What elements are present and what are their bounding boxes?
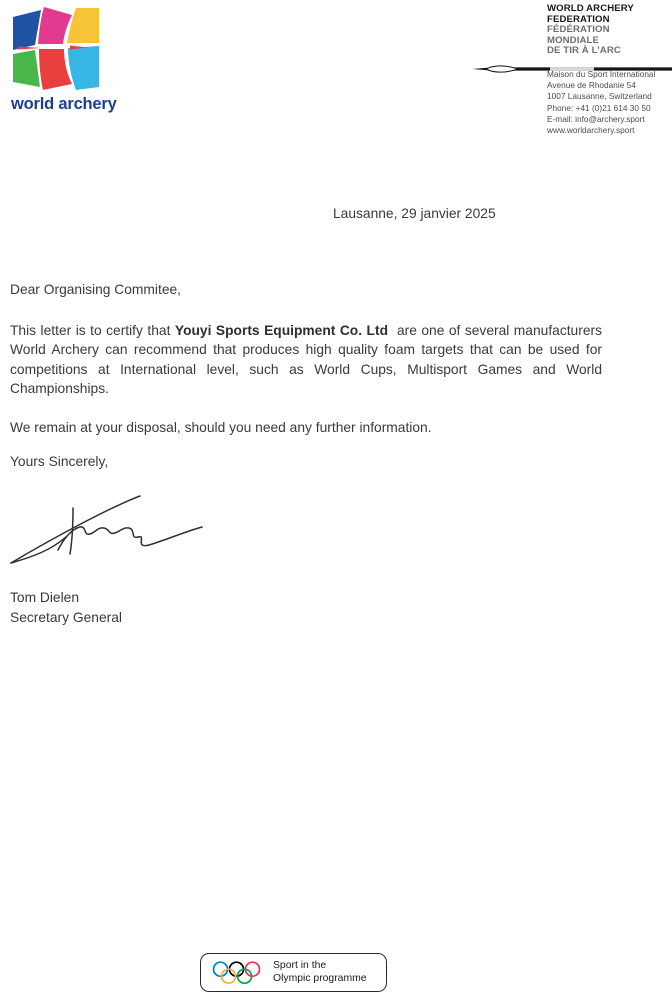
signature-icon — [6, 486, 208, 568]
badge-text-line: Sport in the — [273, 959, 327, 971]
org-name-line: MONDIALE — [547, 34, 599, 46]
signer-block — [10, 588, 122, 627]
org-name-line: DE TIR À L’ARC — [547, 45, 621, 57]
address-line: 1007 Lausanne, Switzerland — [547, 91, 652, 102]
signer-title: Secretary General — [10, 609, 122, 625]
world-archery-logo — [11, 6, 132, 113]
signature-image — [6, 486, 208, 568]
valediction: Yours Sincerely, — [10, 454, 109, 469]
body-paragraph — [10, 321, 602, 398]
org-name-en — [547, 4, 634, 25]
world-archery-logo-icon — [12, 6, 100, 91]
salutation: Dear Organising Commitee, — [10, 282, 181, 297]
org-name-line: FEDERATION — [547, 13, 610, 25]
org-name-block — [547, 4, 634, 57]
org-name-line: WORLD ARCHERY — [547, 3, 634, 14]
address-line: www.worldarchery.sport — [547, 125, 635, 136]
address-block — [547, 69, 655, 136]
org-name-line: FÉDÉRATION — [547, 24, 610, 36]
address-line: Maison du Sport International — [547, 69, 656, 79]
badge-text — [273, 960, 367, 986]
body-text-suffix: are one of several manufacturers World Archery can recommend that produces high quality foam targets that can be used for competitions at International level, such as World Cups, Multisport Games and World Championships. — [10, 323, 602, 396]
dateline: Lausanne, 29 janvier 2025 — [333, 206, 496, 221]
olympic-badge — [200, 953, 387, 992]
address-line: E-mail: info@archery.sport — [547, 113, 645, 124]
company-name: Youyi Sports Equipment Co. Ltd — [174, 323, 388, 338]
body-text-prefix: This letter is to certify that — [10, 323, 175, 338]
badge-text-line: Olympic programme — [273, 972, 367, 984]
closing-line: We remain at your disposal, should you need any further information. — [10, 420, 432, 435]
address-line: Avenue de Rhodanie 54 — [547, 80, 636, 91]
logo-wordmark: world archery — [11, 95, 117, 113]
address-line: Phone: +41 (0)21 614 30 50 — [547, 102, 651, 113]
olympic-rings-icon — [212, 960, 264, 986]
org-name-fr — [547, 25, 634, 57]
signer-name: Tom Dielen — [10, 590, 80, 605]
